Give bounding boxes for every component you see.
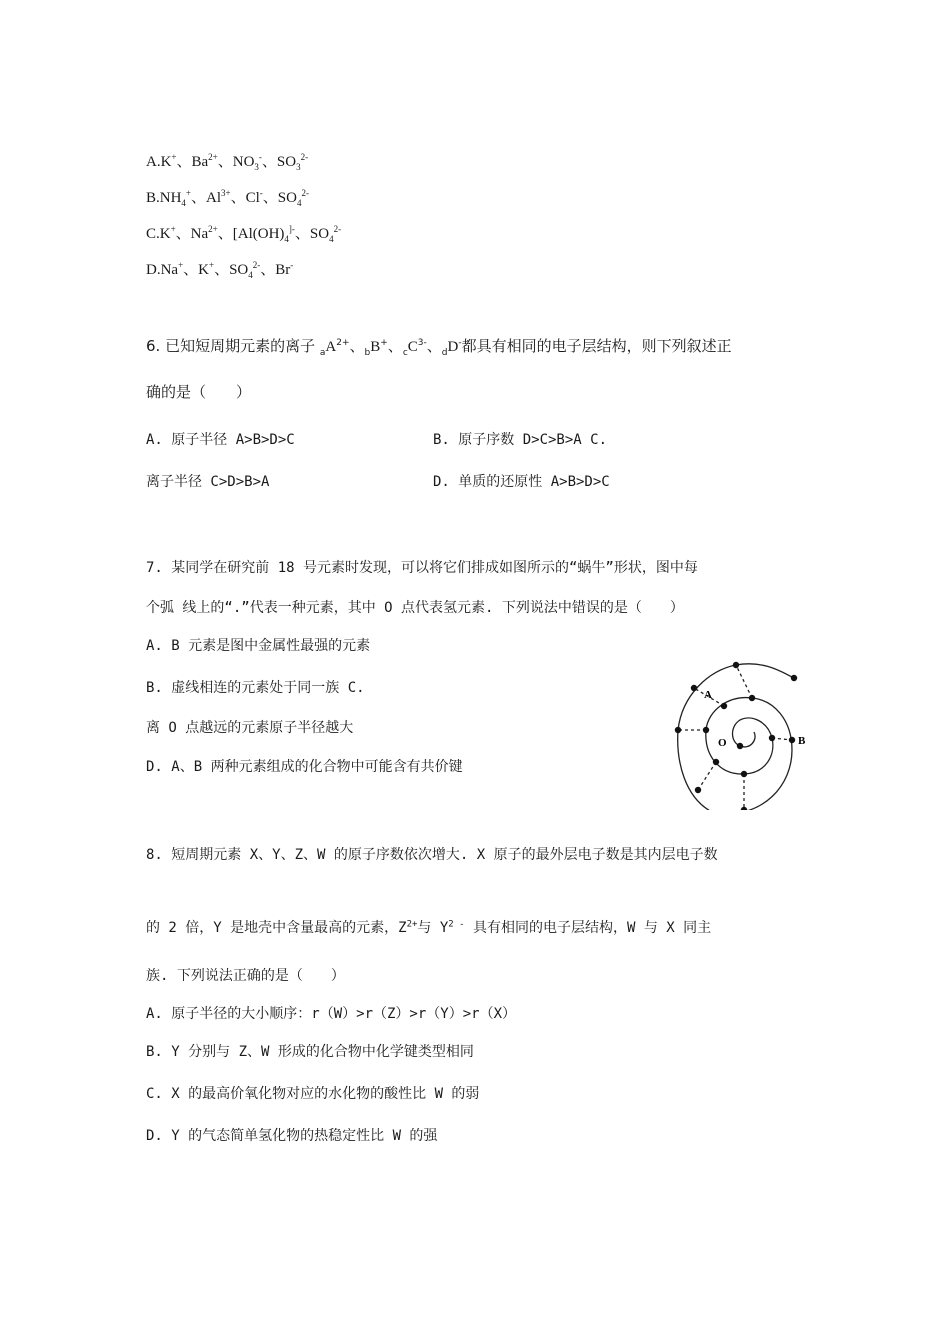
q5-option-d: D.Na+、K+、$SO_4^{2-}$、Br- (146, 260, 294, 280)
q8-stem: 8. 短周期元素 X、Y、Z、W 的原子序数依次增大. X 原子的最外层电子数是其内层电子数 (146, 847, 718, 863)
q6-stem: 6. 已知短周期元素的离子 $_aA^{2+}$、$_b$B+、$_cC^{3-}$、$_d$D-都具有相同的电子层结构，则下列叙述正 (146, 337, 732, 358)
element-dot (721, 703, 727, 709)
label-b: B (798, 735, 806, 747)
element-dot (713, 759, 719, 765)
spiral-arc-2 (706, 698, 792, 810)
q6-option-b: B. 原子序数 D>C>B>A C. (433, 432, 608, 448)
q7-option-c: 离 O 点越远的元素原子半径越大 (146, 720, 354, 736)
q8-option-c: C. X 的最高价氧化物对应的水化物的酸性比 W 的弱 (146, 1086, 480, 1102)
label-a: A (704, 689, 712, 701)
q5-option-a: A.K+、$Ba^{2+}$、$NO_3^-$、$SO_3^{2-}$ (146, 152, 309, 172)
q8-option-d: D. Y 的气态简单氢化物的热稳定性比 W 的强 (146, 1128, 438, 1144)
q6-option-c: 离子半径 C>D>B>A (146, 474, 270, 490)
label-o: O (718, 737, 727, 749)
element-dot (695, 787, 701, 793)
q6-option-a: A. 原子半径 A>B>D>C (146, 432, 295, 448)
element-dot (675, 727, 681, 733)
q5-option-c: C.K+、$Na^{2+}$、[$Al(OH)_4^{]-}$、$SO_4^{2-}$ (146, 224, 342, 244)
q8-option-b: B. Y 分别与 Z、W 形成的化合物中化学键类型相同 (146, 1044, 474, 1060)
element-dot (703, 727, 709, 733)
q8-option-a: A. 原子半径的大小顺序：r（W）>r（Z）>r（Y）>r（X） (146, 1006, 517, 1022)
q6-option-d: D. 单质的还原性 A>B>D>C (433, 474, 610, 490)
snail-diagram (664, 650, 824, 810)
q5-option-b: $B.NH_4^+$、$Al^{3+}$、Cl-、$SO_4^{2-}$ (146, 188, 309, 208)
q7-option-d: D. A、B 两种元素组成的化合物中可能含有共价键 (146, 759, 463, 775)
q8-stem-line2: 的 2 倍，Y 是地壳中含量最高的元素，$Z^{2+}$与 $Y^{2 -}$ 具有相同的电子层结构，W 与 X 同主 (146, 919, 712, 936)
element-dot (741, 771, 747, 777)
q6-stem-line2: 确的是（ ） (146, 383, 252, 401)
element-dot-o (737, 743, 743, 749)
q7-option-a: A. B 元素是图中金属性最强的元素 (146, 638, 371, 654)
element-dot (789, 737, 795, 743)
q7-stem: 7. 某同学在研究前 18 号元素时发现，可以将它们排成如图所示的“蜗牛”形状，图中每 (146, 560, 698, 576)
q8-stem-line3: 族. 下列说法正确的是（ ） (146, 968, 345, 984)
element-dot (791, 675, 797, 681)
q7-stem-line2: 个弧 线上的“.”代表一种元素，其中 O 点代表氢元素. 下列说法中错误的是（ ） (146, 600, 684, 616)
element-dot (741, 807, 747, 810)
q7-option-b: B. 虚线相连的元素处于同一族 C. (146, 680, 365, 696)
element-dot (749, 695, 755, 701)
element-dot (691, 685, 697, 691)
element-dot (769, 735, 775, 741)
element-dot (733, 662, 739, 668)
